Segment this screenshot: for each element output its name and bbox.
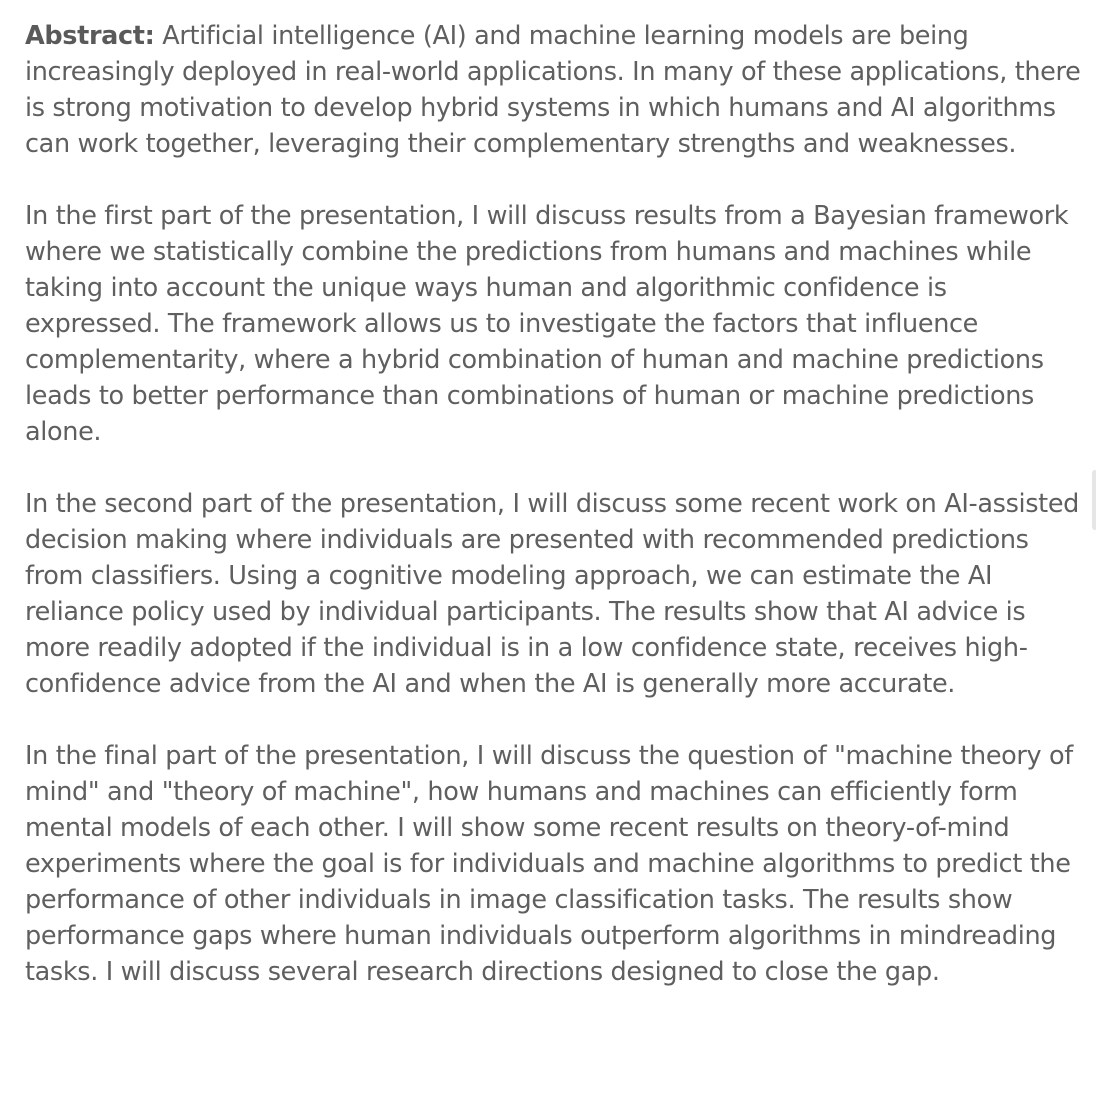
abstract-paragraph-first-part: In the first part of the presentation, I will discuss results from a Bayesian framework where we statistically combine the predictions from humans and machines while taking into account the unique ways human and algorithmic confidence is expressed. The framework allows us to investigate the factors that influence complementarity, where a hybrid combination of human and machine predictions leads to better performance than combinations of human or machine predictions alone. <box>25 201 1069 447</box>
abstract-document <box>25 18 1085 990</box>
abstract-label: Abstract: <box>25 21 155 51</box>
abstract-intro-paragraph <box>25 18 1085 162</box>
abstract-intro-text: Artificial intelligence (AI) and machine learning models are being increasingly deployed in real-world applications. In many of these applications, there is strong motivation to develop hybrid systems in which humans and AI algorithms can work together, leveraging their complementary strengths and weaknesses. <box>25 21 1081 159</box>
side-edge-handle[interactable] <box>1092 470 1096 530</box>
abstract-paragraph-second-part: In the second part of the presentation, I will discuss some recent work on AI-assisted decision making where individuals are presented with recommended predictions from classifiers. Using a cognitive modeling approach, we can estimate the AI reliance policy used by individual participants. The results show that AI advice is more readily adopted if the individual is in a low confidence state, receives high-confidence advice from the AI and when the AI is generally more accurate. <box>25 489 1079 699</box>
abstract-paragraph-final-part: In the final part of the presentation, I will discuss the question of "machine theory of mind" and "theory of machine", how humans and machines can efficiently form mental models of each other. I will show some recent results on theory-of-mind experiments where the goal is for individuals and machine algorithms to predict the performance of other individuals in image classification tasks. The results show performance gaps where human individuals outperform algorithms in mindreading tasks. I will discuss several research directions designed to close the gap. <box>25 741 1073 987</box>
